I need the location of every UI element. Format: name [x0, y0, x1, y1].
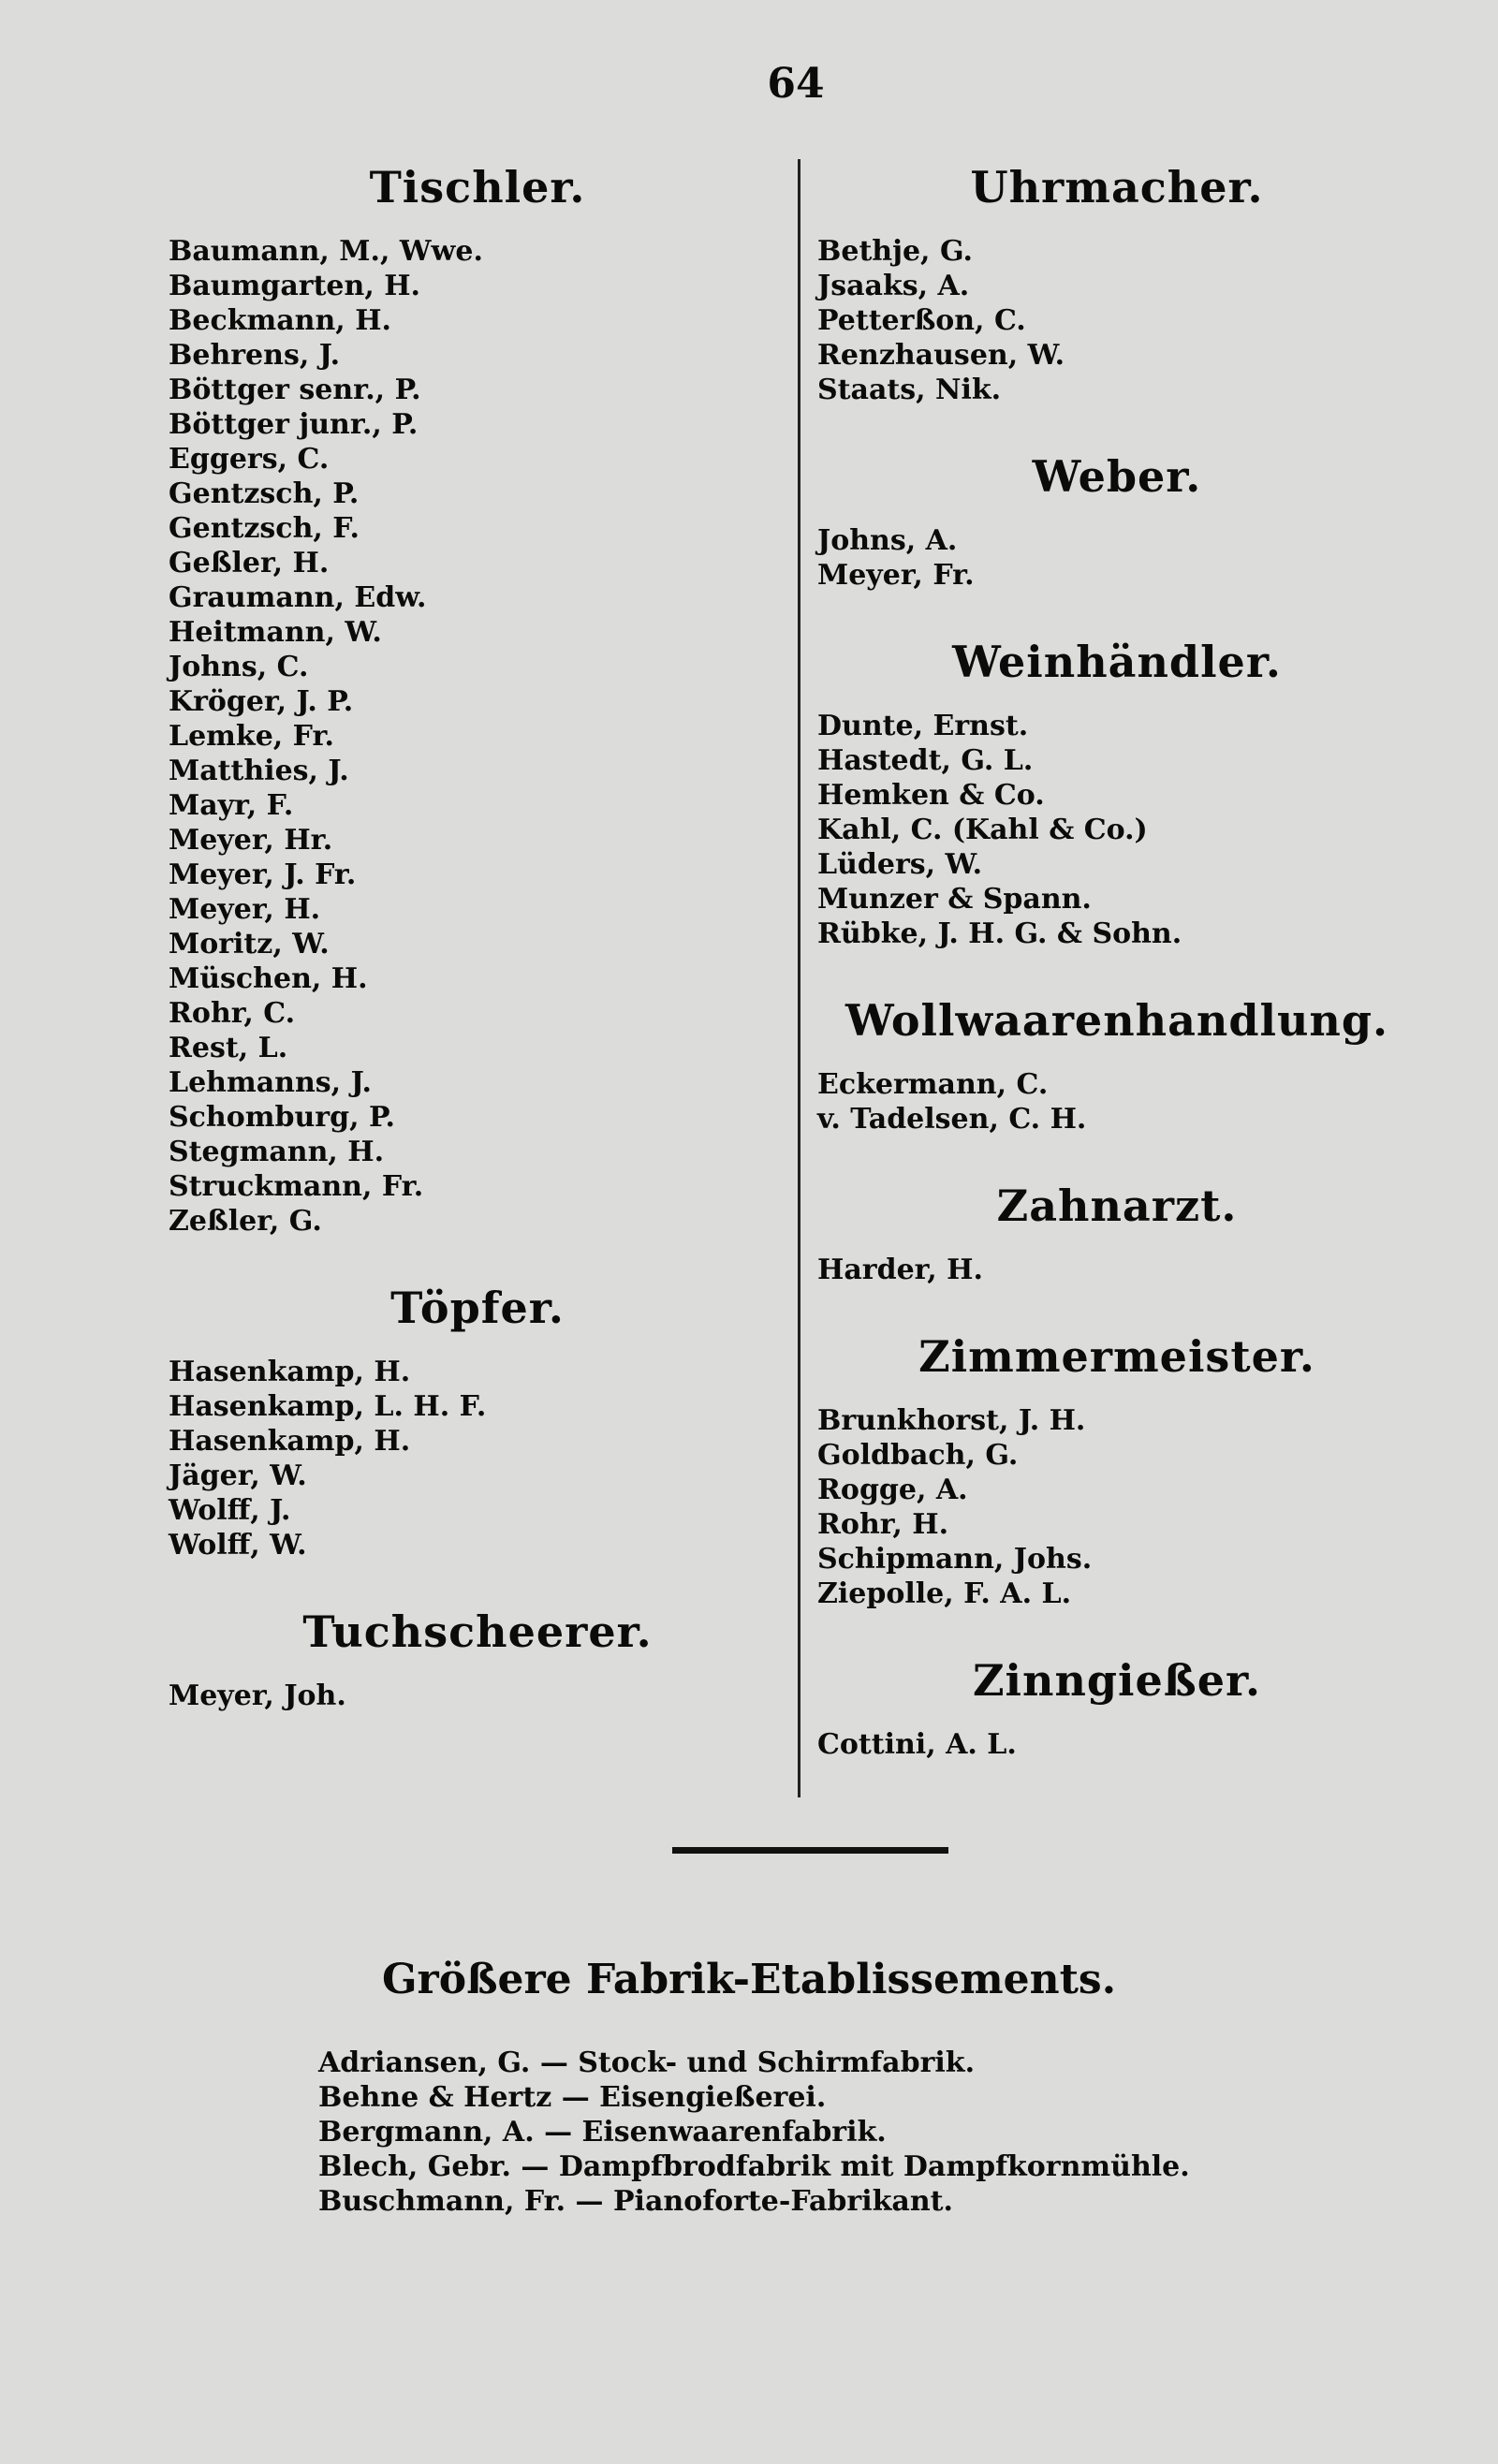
- left-column: [169, 159, 786, 1713]
- list-item: Blech, Gebr. — Dampfbrodfabrik mit Dampfkornmühle.: [318, 2150, 1190, 2183]
- section-list-zinngiesser: [817, 1727, 1417, 1762]
- list-item: Behne & Hertz — Eisengießerei.: [318, 2081, 827, 2114]
- section-list-wollwaarenhandlung: [817, 1067, 1417, 1137]
- section-list-toepfer: [169, 1355, 786, 1562]
- section-list-zimmermeister: [817, 1403, 1417, 1611]
- list-item: Eggers, C.: [169, 443, 330, 476]
- section-title-uhrmacher: Uhrmacher.: [970, 162, 1264, 213]
- list-item: Stegmann, H.: [169, 1136, 385, 1168]
- list-item: Baumann, M., Wwe.: [169, 235, 483, 268]
- section-title-weinhaendler: Weinhändler.: [952, 637, 1282, 687]
- list-item: Hasenkamp, H.: [169, 1425, 411, 1458]
- list-item: Böttger junr., P.: [169, 408, 419, 441]
- right-column: [817, 159, 1417, 1762]
- list-item: Bethje, G.: [817, 235, 973, 268]
- list-item: Hastedt, G. L.: [817, 744, 1034, 777]
- list-item: Harder, H.: [817, 1254, 983, 1286]
- list-item: Meyer, H.: [169, 893, 321, 926]
- list-item: Lüders, W.: [817, 848, 983, 881]
- section-list-uhrmacher: [817, 234, 1417, 407]
- list-item: Cottini, A. L.: [817, 1728, 1017, 1761]
- list-item: Eckermann, C.: [817, 1068, 1049, 1101]
- section-title-tischler: Tischler.: [369, 162, 586, 213]
- list-item: Struckmann, Fr.: [169, 1170, 424, 1203]
- divider-rule: [672, 1847, 948, 1854]
- list-item: Meyer, Fr.: [817, 559, 975, 592]
- list-item: Baumgarten, H.: [169, 270, 421, 302]
- list-item: Hasenkamp, L. H. F.: [169, 1390, 487, 1423]
- list-item: Brunkhorst, J. H.: [817, 1404, 1086, 1437]
- list-item: Beckmann, H.: [169, 304, 391, 337]
- list-item: Johns, A.: [817, 524, 958, 557]
- list-item: Kahl, C. (Kahl & Co.): [817, 814, 1148, 846]
- list-item: Goldbach, G.: [817, 1439, 1019, 1472]
- list-item: Gentzsch, P.: [169, 477, 360, 510]
- list-item: Hasenkamp, H.: [169, 1356, 411, 1388]
- list-item: Dunte, Ernst.: [817, 710, 1029, 742]
- list-item: Moritz, W.: [169, 928, 330, 961]
- list-item: Munzer & Spann.: [817, 883, 1092, 916]
- list-item: Geßler, H.: [169, 547, 330, 579]
- list-item: Hemken & Co.: [817, 779, 1045, 812]
- list-item: v. Tadelsen, C. H.: [817, 1103, 1087, 1136]
- list-item: Rogge, A.: [817, 1474, 968, 1506]
- list-item: Lehmanns, J.: [169, 1066, 372, 1099]
- section-title-weber: Weber.: [1032, 451, 1202, 502]
- list-item: Meyer, J. Fr.: [169, 858, 357, 891]
- list-item: Rohr, H.: [817, 1508, 949, 1541]
- section-list-weber: [817, 523, 1417, 593]
- list-item: Ziepolle, F. A. L.: [817, 1577, 1072, 1610]
- list-item: Wolff, W.: [169, 1529, 307, 1562]
- list-item: Müschen, H.: [169, 962, 368, 995]
- list-item: Meyer, Joh.: [169, 1679, 346, 1712]
- list-item: Bergmann, A. — Eisenwaarenfabrik.: [318, 2116, 887, 2149]
- list-item: Renzhausen, W.: [817, 339, 1065, 372]
- page-number: 64: [767, 60, 825, 108]
- list-item: Staats, Nik.: [817, 374, 1002, 406]
- list-item: Lemke, Fr.: [169, 720, 334, 753]
- section-title-wollwaarenhandlung: Wollwaarenhandlung.: [844, 995, 1389, 1046]
- list-item: Petterßon, C.: [817, 304, 1026, 337]
- list-item: Jäger, W.: [169, 1459, 307, 1492]
- list-item: Zeßler, G.: [169, 1205, 322, 1238]
- list-item: Mayr, F.: [169, 789, 294, 822]
- section-list-tuchscheerer: [169, 1679, 786, 1713]
- section-title-zimmermeister: Zimmermeister.: [918, 1331, 1315, 1382]
- section-list-zahnarzt: [817, 1253, 1417, 1287]
- list-item: Schomburg, P.: [169, 1101, 395, 1134]
- list-item: Rohr, C.: [169, 997, 296, 1030]
- list-item: Gentzsch, F.: [169, 512, 360, 545]
- column-divider: [798, 159, 800, 1797]
- list-item: Heitmann, W.: [169, 616, 382, 649]
- list-item: Böttger senr., P.: [169, 374, 421, 406]
- list-item: Adriansen, G. — Stock- und Schirmfabrik.: [318, 2046, 976, 2079]
- list-item: Meyer, Hr.: [169, 824, 333, 857]
- list-item: Behrens, J.: [169, 339, 341, 372]
- factories-title: Größere Fabrik-Etablissements.: [381, 1956, 1117, 2003]
- section-list-weinhaendler: [817, 709, 1417, 951]
- section-list-tischler: [169, 234, 786, 1239]
- section-title-zahnarzt: Zahnarzt.: [996, 1181, 1238, 1231]
- list-item: Kröger, J. P.: [169, 685, 354, 718]
- section-title-zinngiesser: Zinngießer.: [972, 1655, 1262, 1706]
- list-item: Matthies, J.: [169, 755, 349, 787]
- list-item: Schipmann, Johs.: [817, 1543, 1093, 1576]
- list-item: Rest, L.: [169, 1032, 288, 1064]
- list-item: Johns, C.: [169, 651, 309, 683]
- list-item: Rübke, J. H. G. & Sohn.: [817, 917, 1182, 950]
- section-title-toepfer: Töpfer.: [390, 1283, 565, 1333]
- list-item: Wolff, J.: [169, 1494, 291, 1527]
- list-item: Buschmann, Fr. — Pianoforte-Fabrikant.: [318, 2185, 953, 2218]
- factories-list: [318, 2046, 1404, 2219]
- list-item: Graumann, Edw.: [169, 581, 427, 614]
- list-item: Jsaaks, A.: [817, 270, 970, 302]
- section-title-tuchscheerer: Tuchscheerer.: [302, 1606, 653, 1657]
